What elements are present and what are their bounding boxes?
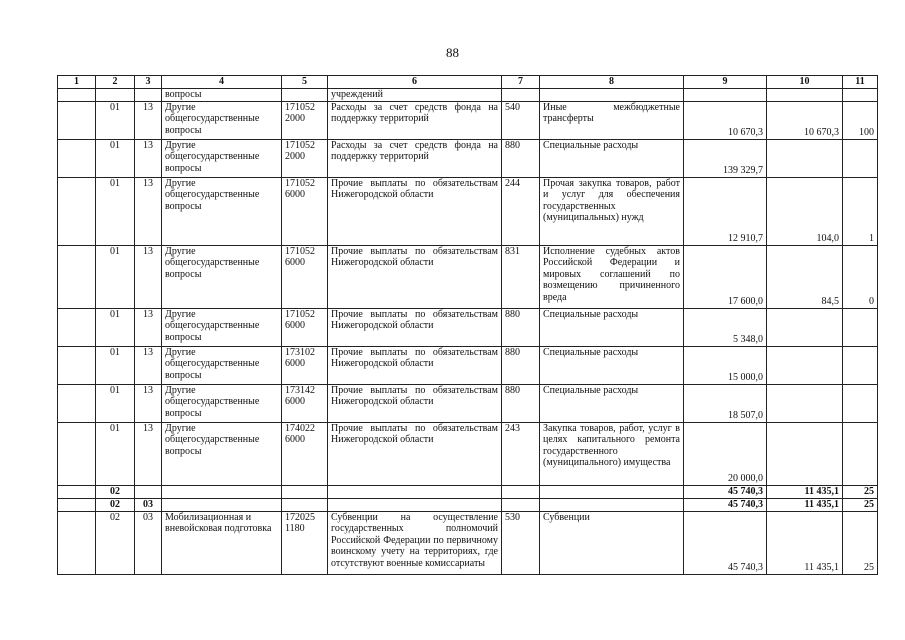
row-index-cell — [58, 89, 96, 102]
table-row — [58, 422, 878, 485]
article-name-cell: Прочие выплаты по обязательствам Нижегородской области — [328, 422, 502, 485]
page-number: 88 — [446, 45, 459, 60]
section-name-cell — [162, 498, 282, 511]
percent-cell — [843, 308, 878, 346]
subsection-code-cell: 13 — [135, 101, 162, 139]
section-code-cell: 01 — [96, 101, 135, 139]
section-code-cell: 01 — [96, 177, 135, 245]
table-body — [58, 89, 878, 575]
section-code-cell: 02 — [96, 485, 135, 498]
table-row — [58, 101, 878, 139]
col-header-8: 8 — [540, 76, 684, 89]
expense-type-name-cell: Исполнение судебных актов Российской Федерации и мировых соглашений по возмещению причиненного вреда — [540, 245, 684, 308]
section-name-cell: Другие общегосударственные вопросы — [162, 346, 282, 384]
planned-amount-cell: 45 740,3 — [684, 485, 767, 498]
article-name-cell: Субвенции на осуществление государственных полномочий Российской Федерации по первичному воинскому учету на территориях, где отсутствуют военные комиссариаты — [328, 511, 502, 574]
table-row — [58, 245, 878, 308]
subsection-code-cell: 03 — [135, 498, 162, 511]
percent-cell — [843, 139, 878, 177]
percent-cell: 100 — [843, 101, 878, 139]
expense-type-name-cell: Закупка товаров, работ, услуг в целях капитального ремонта государственного (муниципального) имущества — [540, 422, 684, 485]
planned-amount-cell: 45 740,3 — [684, 498, 767, 511]
target-article-cell: 171052 6000 — [282, 308, 328, 346]
article-name-cell — [328, 498, 502, 511]
section-code-cell: 01 — [96, 139, 135, 177]
row-index-cell — [58, 485, 96, 498]
expense-type-code-cell: 243 — [502, 422, 540, 485]
subsection-code-cell: 13 — [135, 308, 162, 346]
planned-amount-cell: 18 507,0 — [684, 384, 767, 422]
row-index-cell — [58, 139, 96, 177]
row-index-cell — [58, 308, 96, 346]
executed-amount-cell — [767, 346, 843, 384]
planned-amount-cell: 5 348,0 — [684, 308, 767, 346]
target-article-cell: 174022 6000 — [282, 422, 328, 485]
expense-type-code-cell: 880 — [502, 346, 540, 384]
percent-cell: 0 — [843, 245, 878, 308]
section-name-cell: Мобилизационная и вневойсковая подготовка — [162, 511, 282, 574]
planned-amount-cell: 17 600,0 — [684, 245, 767, 308]
target-article-cell: 173102 6000 — [282, 346, 328, 384]
section-name-cell — [162, 485, 282, 498]
subsection-code-cell: 03 — [135, 511, 162, 574]
article-name-cell: Прочие выплаты по обязательствам Нижегородской области — [328, 346, 502, 384]
col-header-7: 7 — [502, 76, 540, 89]
target-article-cell: 171052 2000 — [282, 139, 328, 177]
article-name-cell: Прочие выплаты по обязательствам Нижегородской области — [328, 245, 502, 308]
subsection-code-cell — [135, 89, 162, 102]
planned-amount-cell — [684, 89, 767, 102]
executed-amount-cell: 11 435,1 — [767, 498, 843, 511]
executed-amount-cell — [767, 139, 843, 177]
table-row — [58, 346, 878, 384]
row-index-cell — [58, 422, 96, 485]
expense-type-name-cell: Иные межбюджетные трансферты — [540, 101, 684, 139]
executed-amount-cell: 10 670,3 — [767, 101, 843, 139]
col-header-4: 4 — [162, 76, 282, 89]
expense-type-name-cell: Прочая закупка товаров, работ и услуг для обеспечения государственных (муниципальных) нужд — [540, 177, 684, 245]
table-row — [58, 308, 878, 346]
planned-amount-cell: 45 740,3 — [684, 511, 767, 574]
executed-amount-cell: 11 435,1 — [767, 511, 843, 574]
total-row — [58, 485, 878, 498]
expense-type-code-cell — [502, 498, 540, 511]
percent-cell: 1 — [843, 177, 878, 245]
planned-amount-cell: 12 910,7 — [684, 177, 767, 245]
section-name-cell: вопросы — [162, 89, 282, 102]
executed-amount-cell — [767, 89, 843, 102]
row-index-cell — [58, 498, 96, 511]
expense-type-code-cell — [502, 485, 540, 498]
target-article-cell — [282, 89, 328, 102]
percent-cell — [843, 422, 878, 485]
col-header-9: 9 — [684, 76, 767, 89]
expense-type-name-cell — [540, 498, 684, 511]
table-row — [58, 139, 878, 177]
article-name-cell — [328, 485, 502, 498]
executed-amount-cell — [767, 384, 843, 422]
executed-amount-cell — [767, 308, 843, 346]
planned-amount-cell: 139 329,7 — [684, 139, 767, 177]
col-header-1: 1 — [58, 76, 96, 89]
percent-cell: 25 — [843, 498, 878, 511]
subsection-code-cell: 13 — [135, 346, 162, 384]
target-article-cell: 171052 6000 — [282, 177, 328, 245]
expense-type-code-cell: 880 — [502, 308, 540, 346]
section-name-cell: Другие общегосударственные вопросы — [162, 177, 282, 245]
expense-type-name-cell: Субвенции — [540, 511, 684, 574]
expense-type-code-cell: 880 — [502, 384, 540, 422]
planned-amount-cell: 15 000,0 — [684, 346, 767, 384]
section-code-cell: 01 — [96, 384, 135, 422]
percent-cell — [843, 384, 878, 422]
article-name-cell: Расходы за счет средств фонда на поддержку территорий — [328, 101, 502, 139]
article-name-cell: Прочие выплаты по обязательствам Нижегородской области — [328, 308, 502, 346]
subsection-code-cell: 13 — [135, 245, 162, 308]
section-code-cell — [96, 89, 135, 102]
section-code-cell: 02 — [96, 511, 135, 574]
target-article-cell: 171052 2000 — [282, 101, 328, 139]
subsection-code-cell: 13 — [135, 422, 162, 485]
target-article-cell: 171052 6000 — [282, 245, 328, 308]
subsection-code-cell: 13 — [135, 177, 162, 245]
expense-type-name-cell: Специальные расходы — [540, 384, 684, 422]
target-article-cell — [282, 498, 328, 511]
subsection-code-cell: 13 — [135, 384, 162, 422]
table-row — [58, 177, 878, 245]
col-header-10: 10 — [767, 76, 843, 89]
col-header-3: 3 — [135, 76, 162, 89]
target-article-cell: 173142 6000 — [282, 384, 328, 422]
table-row — [58, 384, 878, 422]
percent-cell: 25 — [843, 511, 878, 574]
executed-amount-cell — [767, 422, 843, 485]
col-header-11: 11 — [843, 76, 878, 89]
header-row — [58, 76, 878, 89]
row-index-cell — [58, 101, 96, 139]
expense-type-code-cell — [502, 89, 540, 102]
expense-type-code-cell: 244 — [502, 177, 540, 245]
expense-type-code-cell: 530 — [502, 511, 540, 574]
expense-type-name-cell: Специальные расходы — [540, 139, 684, 177]
article-name-cell: Прочие выплаты по обязательствам Нижегородской области — [328, 177, 502, 245]
col-header-6: 6 — [328, 76, 502, 89]
col-header-5: 5 — [282, 76, 328, 89]
target-article-cell — [282, 485, 328, 498]
section-name-cell: Другие общегосударственные вопросы — [162, 101, 282, 139]
section-name-cell: Другие общегосударственные вопросы — [162, 139, 282, 177]
row-index-cell — [58, 177, 96, 245]
table-row — [58, 511, 878, 574]
row-index-cell — [58, 346, 96, 384]
subsection-code-cell: 13 — [135, 139, 162, 177]
row-index-cell — [58, 384, 96, 422]
planned-amount-cell: 20 000,0 — [684, 422, 767, 485]
section-name-cell: Другие общегосударственные вопросы — [162, 245, 282, 308]
article-name-cell: учреждений — [328, 89, 502, 102]
article-name-cell: Расходы за счет средств фонда на поддержку территорий — [328, 139, 502, 177]
section-code-cell: 02 — [96, 498, 135, 511]
executed-amount-cell: 104,0 — [767, 177, 843, 245]
section-code-cell: 01 — [96, 346, 135, 384]
target-article-cell: 172025 1180 — [282, 511, 328, 574]
expense-type-name-cell — [540, 485, 684, 498]
percent-cell — [843, 346, 878, 384]
expense-type-code-cell: 831 — [502, 245, 540, 308]
section-name-cell: Другие общегосударственные вопросы — [162, 308, 282, 346]
executed-amount-cell: 84,5 — [767, 245, 843, 308]
col-header-2: 2 — [96, 76, 135, 89]
row-index-cell — [58, 245, 96, 308]
planned-amount-cell: 10 670,3 — [684, 101, 767, 139]
budget-table — [57, 75, 878, 575]
expense-type-name-cell — [540, 89, 684, 102]
percent-cell — [843, 89, 878, 102]
expense-type-code-cell: 880 — [502, 139, 540, 177]
expense-type-name-cell: Специальные расходы — [540, 346, 684, 384]
section-name-cell: Другие общегосударственные вопросы — [162, 422, 282, 485]
row-index-cell — [58, 511, 96, 574]
expense-type-code-cell: 540 — [502, 101, 540, 139]
section-code-cell: 01 — [96, 422, 135, 485]
section-code-cell: 01 — [96, 308, 135, 346]
subsection-code-cell — [135, 485, 162, 498]
executed-amount-cell: 11 435,1 — [767, 485, 843, 498]
section-code-cell: 01 — [96, 245, 135, 308]
percent-cell: 25 — [843, 485, 878, 498]
article-name-cell: Прочие выплаты по обязательствам Нижегородской области — [328, 384, 502, 422]
expense-type-name-cell: Специальные расходы — [540, 308, 684, 346]
table-row — [58, 89, 878, 102]
total-row — [58, 498, 878, 511]
section-name-cell: Другие общегосударственные вопросы — [162, 384, 282, 422]
